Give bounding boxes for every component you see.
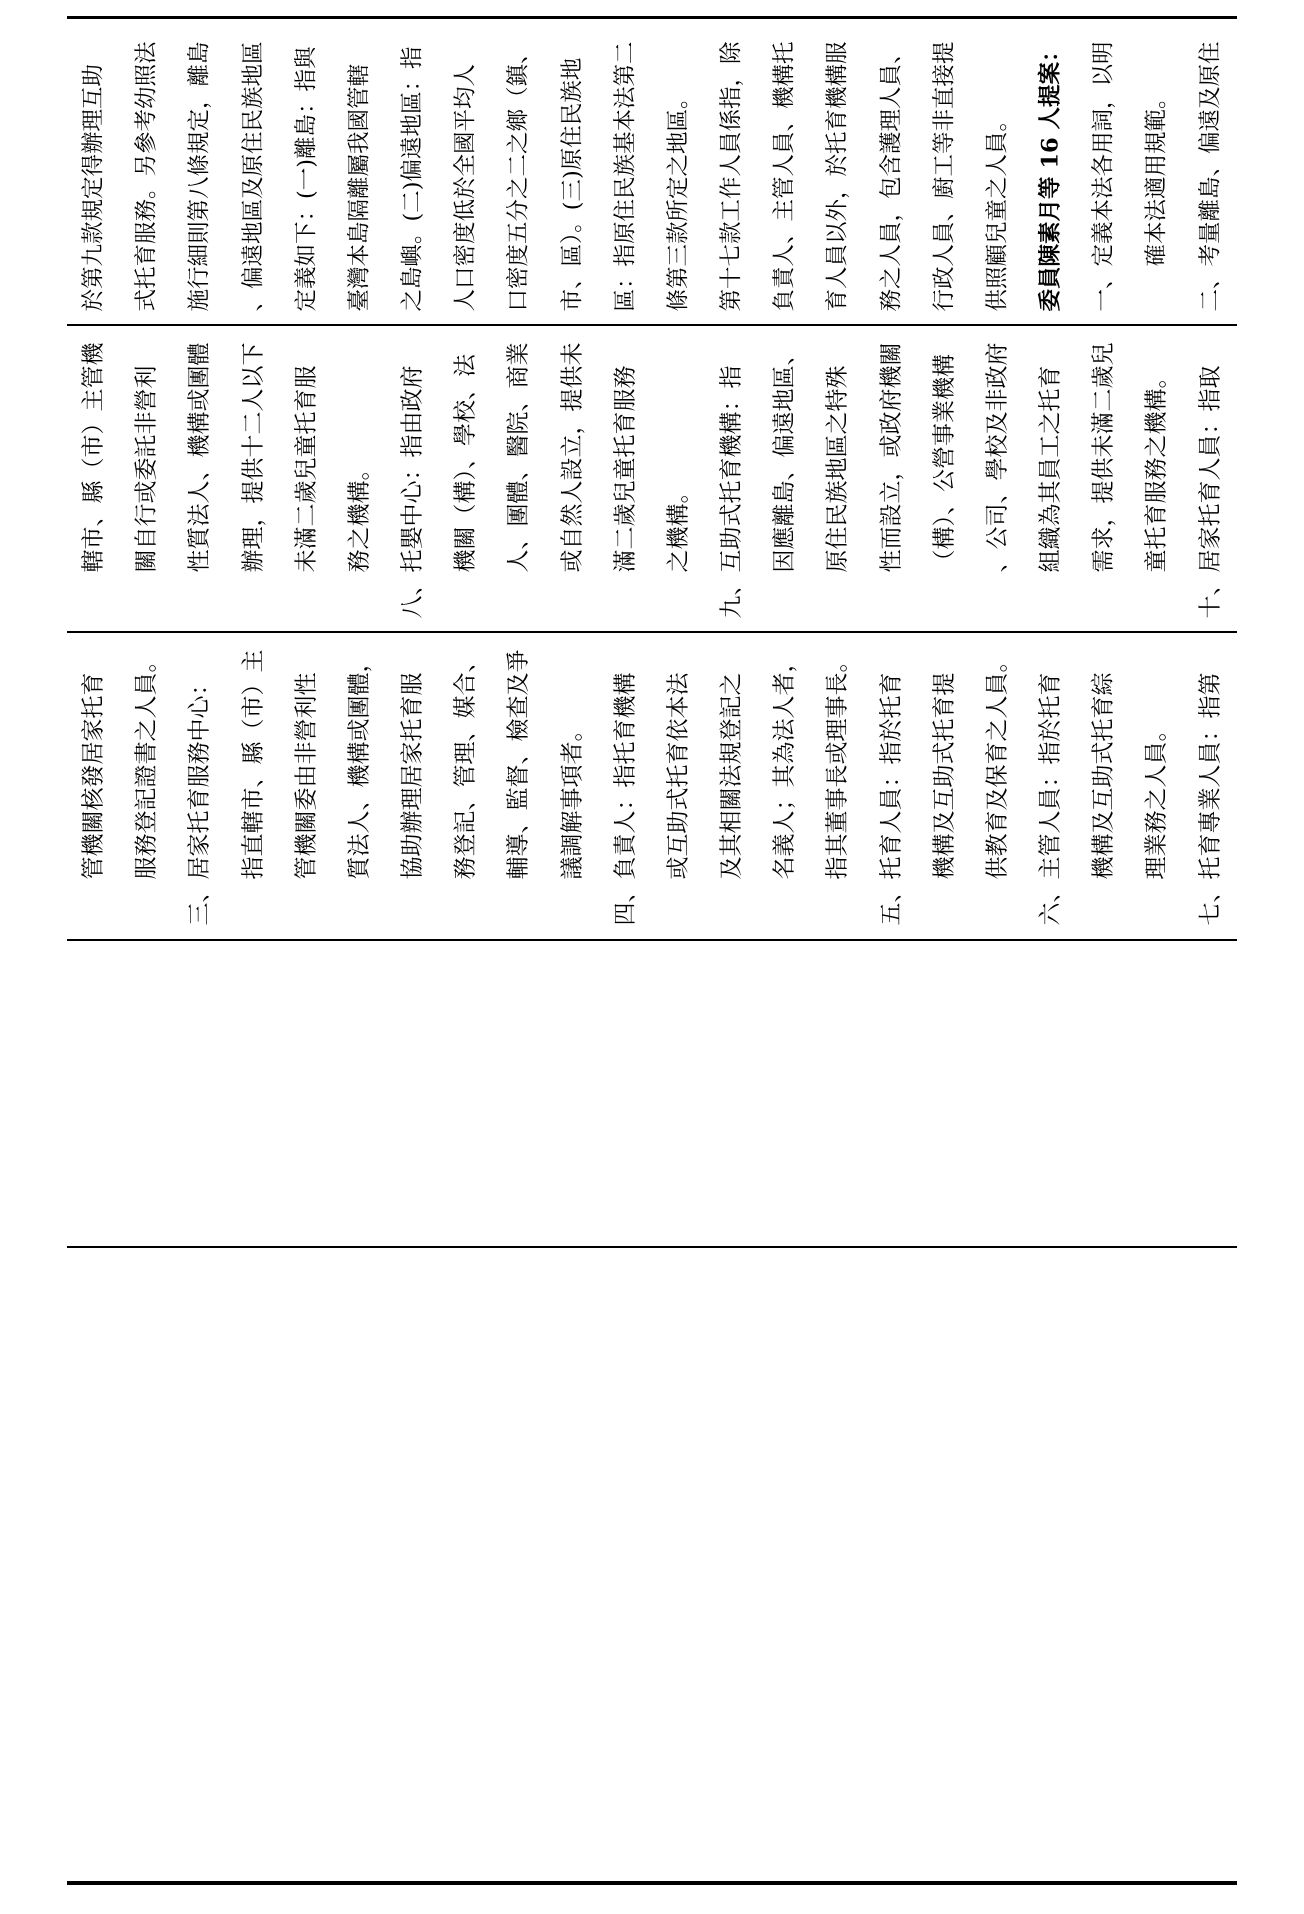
text-line: 務之機構。 bbox=[345, 457, 372, 572]
text-line: 六、主管人員：指於托育 bbox=[1037, 672, 1064, 926]
text-line: 、公司、學校及非政府 bbox=[983, 342, 1010, 572]
text-line: 性而設立，或政府機關 bbox=[877, 342, 904, 572]
text-line: 轄市、縣（市）主管機 bbox=[80, 342, 106, 572]
text-line: 關自行或委託非營利 bbox=[133, 365, 160, 572]
text-line: 原住民族地區之特殊 bbox=[824, 365, 851, 572]
text-line: 市、區）。(三)原住民族地 bbox=[558, 57, 585, 311]
text-line: 性質法人、機構或團體 bbox=[186, 342, 213, 572]
text-line: 施行細則第八條規定，離島 bbox=[186, 40, 213, 311]
text-line: 八、托嬰中心：指由政府 bbox=[399, 365, 426, 618]
text-line: 童托育服務之機構。 bbox=[1143, 365, 1170, 572]
table-cell-explanation bbox=[67, 19, 1237, 324]
text-line: 行政人員、廚工等非直接提 bbox=[930, 40, 957, 311]
text-line: 十、居家托育人員：指取 bbox=[1196, 365, 1223, 618]
text-line: 指直轄市、縣（市）主 bbox=[239, 649, 266, 880]
text-line: 條第三款所定之地區。 bbox=[664, 85, 691, 311]
text-line: 第十七款工作人員係指，除 bbox=[718, 40, 745, 311]
text-line: 理業務之人員。 bbox=[1143, 718, 1170, 880]
text-line: 質法人、機構或團體， bbox=[345, 649, 372, 880]
text-line: 指其董事長或理事長。 bbox=[824, 649, 851, 880]
text-line: 管機關核發居家托育 bbox=[80, 672, 106, 880]
text-line: 或互助式托育依本法 bbox=[664, 672, 691, 880]
text-line: 協助辦理居家托育服 bbox=[399, 672, 426, 880]
text-line: 、偏遠地區及原住民族地區 bbox=[239, 40, 266, 311]
text-line: 四、負責人：指托育機構 bbox=[611, 672, 638, 926]
text-line: 之島嶼。(二)偏遠地區：指 bbox=[399, 45, 426, 311]
table-bottom-rule bbox=[67, 1881, 1237, 1885]
text-line: 議調解事項者。 bbox=[558, 718, 585, 880]
text-line: 臺灣本島隔離屬我國管轄 bbox=[345, 63, 372, 311]
text-line: 機構及互助式托育綜 bbox=[1090, 672, 1117, 880]
text-line: 確本法適用規範。 bbox=[1143, 85, 1170, 266]
proposal-heading: 委員陳素月等 16 人提案： bbox=[1037, 39, 1064, 311]
text-line: 名義人；其為法人者， bbox=[771, 649, 798, 880]
text-line: 機關（構）、學校、法 bbox=[452, 353, 479, 572]
text-line: 服務登記證書之人員。 bbox=[133, 649, 160, 880]
text-line: 供教育及保育之人員。 bbox=[983, 649, 1010, 880]
text-line: 務登記、管理、媒合、 bbox=[452, 649, 479, 880]
text-line: 辦理，提供十二人以下 bbox=[239, 342, 266, 572]
text-line: 三、居家托育服務中心： bbox=[186, 672, 213, 926]
text-line: 管機關委由非營利性 bbox=[292, 672, 319, 880]
text-line: 供照顧兒童之人員。 bbox=[983, 108, 1010, 311]
text-line: 輔導、監督、檢查及爭 bbox=[505, 649, 532, 880]
table-cell-article-text bbox=[67, 634, 1237, 939]
text-line: 一、定義本法各用詞，以明 bbox=[1090, 40, 1117, 311]
text-line: 七、托育專業人員：指第 bbox=[1196, 672, 1223, 926]
text-line: 組織為其員工之托育 bbox=[1037, 365, 1064, 572]
text-line: 育人員以外，於托育機構服 bbox=[824, 40, 851, 311]
text-line: 於第九款規定得辦理互助 bbox=[80, 63, 106, 311]
text-line: 或自然人設立，提供未 bbox=[558, 342, 585, 572]
text-line: 之機構。 bbox=[664, 480, 691, 572]
text-line: 區：指原住民族基本法第二 bbox=[611, 40, 638, 311]
text-line: 需求，提供未滿二歲兒 bbox=[1090, 342, 1117, 572]
text-line: 五、托育人員：指於托育 bbox=[877, 672, 904, 926]
text-line: 未滿二歲兒童托育服 bbox=[292, 365, 319, 572]
table-cell-empty bbox=[67, 941, 1237, 1246]
text-line: 定義如下：(一)離島：指與 bbox=[292, 45, 319, 311]
text-line: 人口密度低於全國平均人 bbox=[452, 63, 479, 311]
text-line: 式托育服務。另參考幼照法 bbox=[133, 40, 160, 311]
table-cell-article-text bbox=[67, 326, 1237, 631]
text-line: 人、團體、醫院、商業 bbox=[505, 342, 532, 572]
table-cell-empty bbox=[67, 1248, 1237, 1881]
text-line: 機構及互助式托育提 bbox=[930, 672, 957, 880]
text-line: 二、考量離島、偏遠及原住 bbox=[1196, 40, 1223, 311]
text-line: （構）、公營事業機構 bbox=[930, 353, 957, 572]
text-line: 九、互助式托育機構：指 bbox=[718, 365, 745, 618]
text-line: 及其相關法規登記之 bbox=[718, 672, 745, 880]
text-line: 口密度五分之二之鄉（鎮、 bbox=[505, 40, 532, 311]
text-line: 負責人、主管人員、機構托 bbox=[771, 40, 798, 311]
text-line: 滿二歲兒童托育服務 bbox=[611, 365, 638, 572]
text-line: 務之人員，包含護理人員、 bbox=[877, 40, 904, 311]
text-line: 因應離島、偏遠地區、 bbox=[771, 342, 798, 572]
